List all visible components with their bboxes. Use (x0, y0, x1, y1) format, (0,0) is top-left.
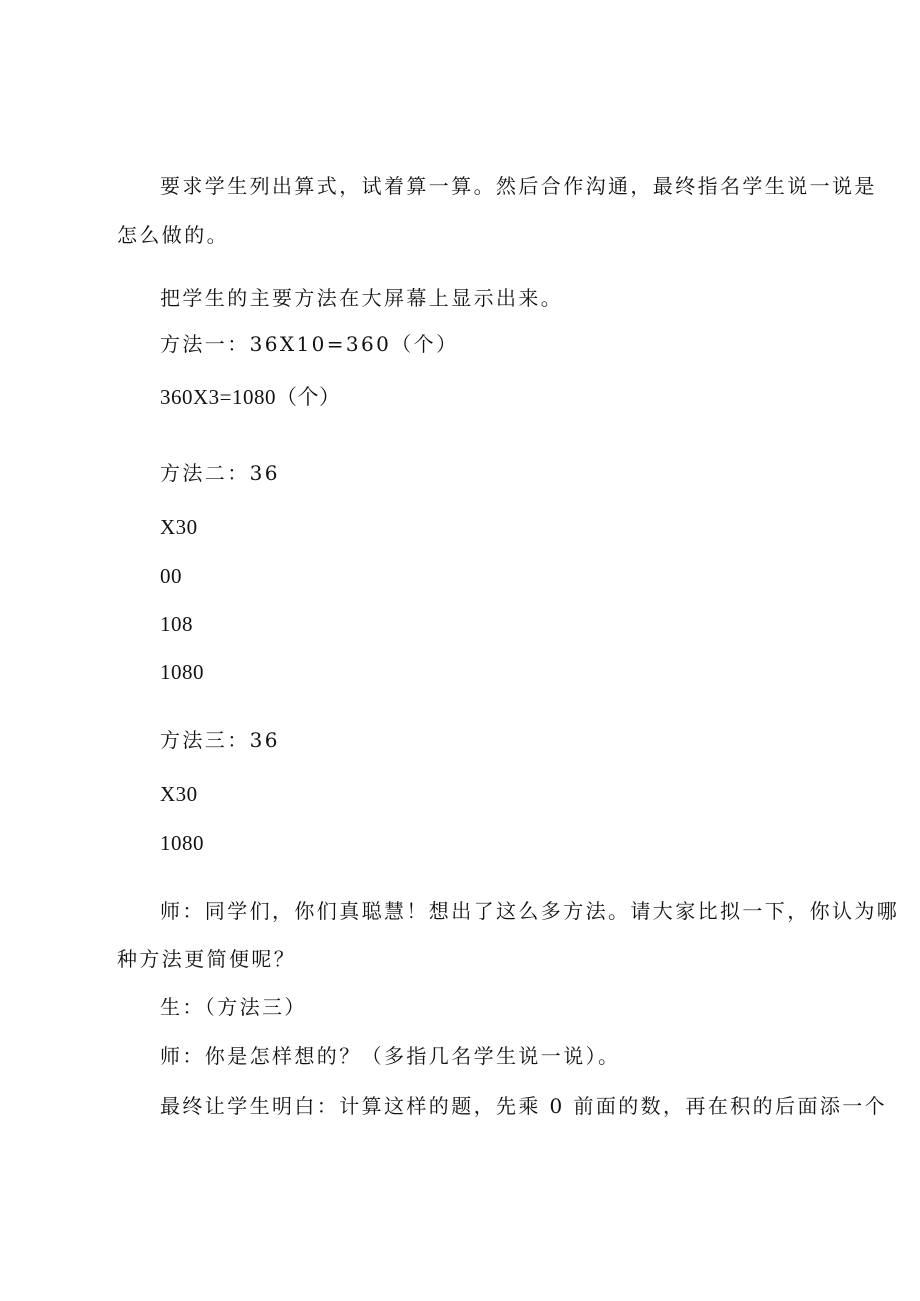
teacher-question-line-2: 种方法更简便呢？ (117, 947, 297, 971)
teacher-question-line-1: 师：同学们，你们真聪慧！想出了这么多方法。请大家比拟一下，你认为哪 (160, 899, 900, 923)
method-three-result: 1080 (160, 831, 204, 855)
paragraph-display-methods: 把学生的主要方法在大屏幕上显示出来。 (160, 286, 564, 310)
method-one-line-1: 方法一：36X10=360（个） (160, 332, 459, 356)
method-two-partial-1: 00 (160, 564, 182, 588)
conclusion-line: 最终让学生明白：计算这样的题，先乘 0 前面的数，再在积的后面添一个 (160, 1094, 888, 1118)
method-three-multiplier: X30 (160, 782, 198, 806)
method-one-line-2: 360X3=1080（个） (160, 385, 341, 409)
method-two-label: 方法二：36 (160, 461, 280, 485)
method-three-label: 方法三：36 (160, 728, 280, 752)
method-two-result: 1080 (160, 660, 204, 684)
paragraph-instruction-line-1: 要求学生列出算式，试着算一算。然后合作沟通，最终指名学生说一说是 (160, 174, 877, 198)
method-two-multiplier: X30 (160, 515, 198, 539)
paragraph-instruction-line-2: 怎么做的。 (117, 223, 229, 247)
method-two-partial-2: 108 (160, 612, 193, 636)
student-answer: 生：（方法三） (160, 995, 307, 1019)
teacher-followup: 师：你是怎样想的？（多指几名学生说一说）。 (160, 1044, 621, 1068)
